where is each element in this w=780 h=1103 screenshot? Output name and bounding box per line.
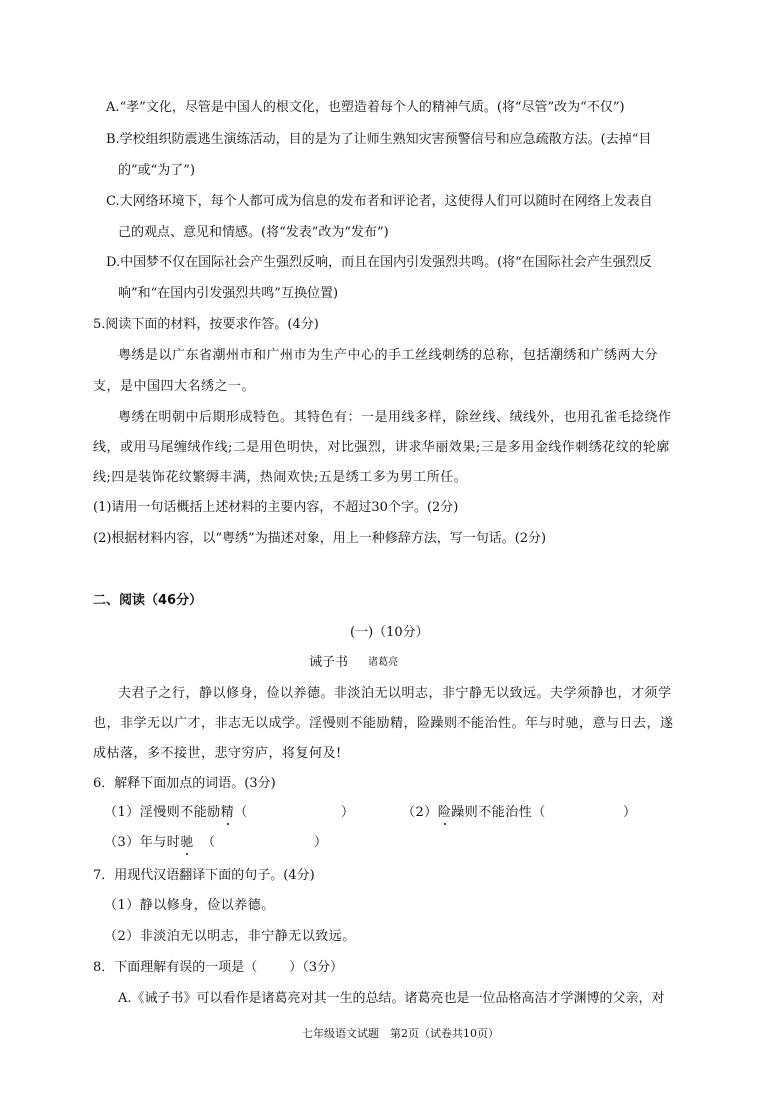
q6-item-2-close-paren: ） <box>623 805 637 820</box>
q6-item-3-open-paren: （ <box>202 835 216 850</box>
q6-item-1-close-paren: ） <box>341 805 355 820</box>
q8-option-a: A.《诫子书》可以看作是诸葛亮对其一生的总结。诸葛亮也是一位品格高洁才学渊博的父亲，对 <box>118 991 665 1006</box>
q5-subquestion-2: (2)根据材料内容，以“粤绣”为描述对象，用上一种修辞方法，写一句话。(2分) <box>93 531 547 546</box>
text-author: 诸葛亮 <box>368 657 398 668</box>
q4-option-c-line2: 己的观点、意见和情感。(将“发表”改为“发布”) <box>118 225 389 240</box>
q6-item-3-close-paren: ） <box>314 835 328 850</box>
q5-material-p2-line3: 线;四是装饰花纹繁缛丰满，热闹欢快;五是绣工多为男工所任。 <box>93 470 468 485</box>
q4-option-b-line1: B.学校组织防震逃生演练活动，目的是为了让师生熟知灾害预警信号和应急疏散方法。(去掉“目 <box>106 132 652 147</box>
classical-text-line1: 夫君子之行，静以修身，俭以养德。非淡泊无以明志，非宁静无以致远。夫学须静也，才须学 <box>118 686 672 701</box>
text-title: 诫子书 <box>309 655 349 670</box>
q8-title-score: ）（3分） <box>289 960 344 975</box>
q6-item-3 <box>104 836 194 849</box>
footer-page-number: 第2页（试卷共10页） <box>390 1027 499 1040</box>
q5-material-p1-line2: 支，是中国四大名绣之一。 <box>93 379 256 394</box>
q4-option-b-line2: 的”或“为了”) <box>118 163 196 178</box>
q5-material-p1-line1: 粤绣是以广东省潮州市和广州市为生产中心的手工丝线刺绣的总称，包括潮绣和广绣两大分 <box>118 348 659 363</box>
q6-item-2-num: （2） <box>402 805 438 820</box>
q6-item-1-text: （1）淫慢则不能励 <box>104 805 221 820</box>
q7-title: 7．用现代汉语翻译下面的句子。(4分) <box>93 868 315 883</box>
q8-title <box>93 961 343 974</box>
q6-item-3-text: （3）年与时 <box>104 835 181 850</box>
q6-item-3-dotted-char: 驰 <box>180 835 194 850</box>
q4-option-d-line2: 响”和“在国内引发强烈共鸣”互换位置) <box>118 286 339 301</box>
classical-text-line2: 也，非学无以广才，非志无以成学。淫慢则不能励精，险躁则不能治性。年与时驰，意与日去，遂 <box>93 716 674 731</box>
q7-item-2: （2）非淡泊无以明志，非宁静无以致远。 <box>104 929 356 944</box>
q6-title: 6．解释下面加点的词语。(3分) <box>93 776 276 791</box>
q5-subquestion-1: (1)请用一句话概括上述材料的主要内容，不超过30个字。(2分) <box>93 500 459 515</box>
section-heading: 二、阅读（46分） <box>93 593 203 608</box>
q6-item-1-dotted-char: 精 <box>220 805 235 820</box>
q4-option-c-line1: C.大网络环境下，每个人都可成为信息的发布者和评论者，这使得人们可以随时在网络上发表自 <box>106 194 653 209</box>
q4-option-d-line1: D.中国梦不仅在国际社会产生强烈反响，而且在国内引发强烈共鸣。(将“在国际社会产生强烈反 <box>106 255 652 270</box>
q6-item-1 <box>104 806 248 819</box>
q5-title: 5.阅读下面的材料，按要求作答。(4分) <box>93 317 319 332</box>
q6-item-2 <box>402 806 546 819</box>
q5-material-p2-line2: 线，或用马尾缠绒作线;二是用色明快，对比强烈，讲求华丽效果;三是多用金线作刺绣花纹的轮廓 <box>93 440 670 455</box>
footer-exam-name: 七年级语文试题 <box>302 1027 379 1040</box>
q8-title-text: 8．下面理解有误的一项是（ <box>93 960 258 975</box>
q4-option-a: A.“孝”文化，尽管是中国人的根文化，也塑造着每个人的精神气质。(将“尽管”改为“不仅”) <box>106 100 625 115</box>
classical-text-line3: 成枯落，多不接世，悲守穷庐，将复何及! <box>93 746 342 761</box>
q6-item-1-open-paren: （ <box>234 805 248 820</box>
q6-item-2-text: 躁则不能治性（ <box>451 805 546 820</box>
part-heading: (一)（10分） <box>350 625 429 640</box>
q5-material-p2-line1: 粤绣在明朝中后期形成特色。其特色有：一是用线多样，除丝线、绒线外，也用孔雀毛捻绕作 <box>118 410 672 425</box>
q6-item-2-dotted-char: 险 <box>437 805 452 820</box>
q7-item-1: （1）静以修身，俭以养德。 <box>104 898 275 913</box>
